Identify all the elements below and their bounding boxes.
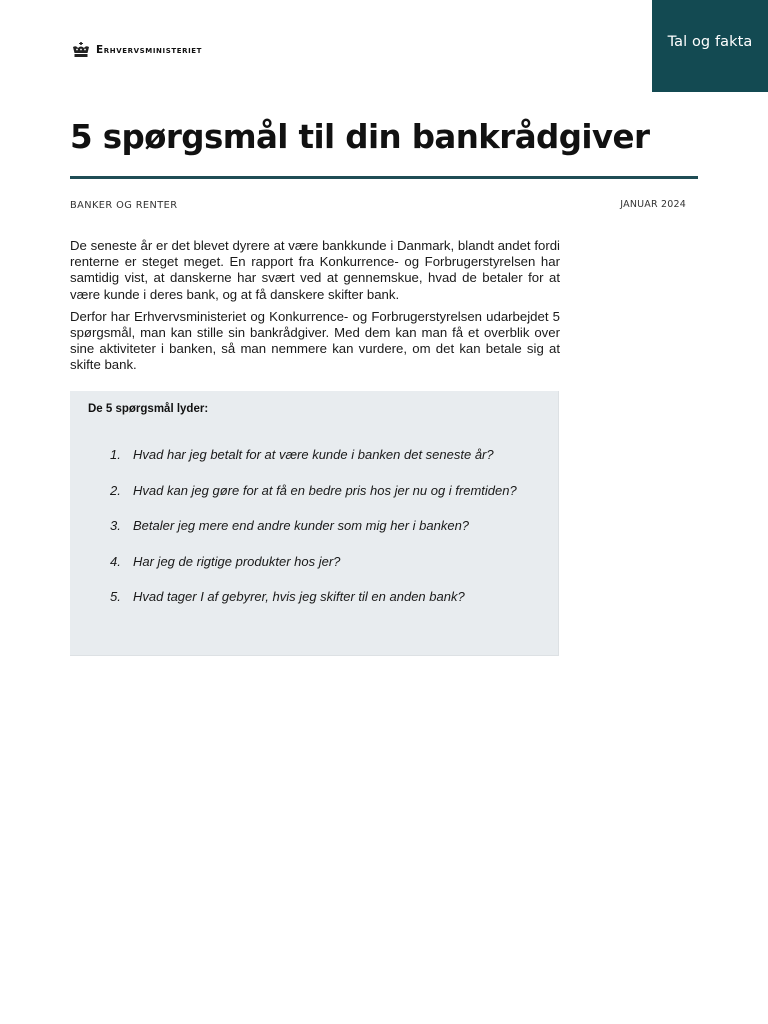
questions-heading: De 5 spørgsmål lyder: [88, 403, 209, 415]
crown-icon [72, 42, 90, 58]
intro-paragraph: De seneste år er det blevet dyrere at være bankkunde i Danmark, blandt andet fordi renterne er steget meget. En rapport fra Konkurrence- og Forbrugerstyrelsen har samtidig vist, at danskerne har svært ved at gennemskue, hvad de betaler for at være kunde i deres bank, og at få danskere skifter bank. [70, 238, 560, 302]
ministry-logo [72, 42, 202, 58]
intro-paragraph: Derfor har Erhvervsministeriet og Konkurrence- og Forbrugerstyrelsen udarbejdet 5 spørgsmål, man kan stille sin bankrådgiver. Med dem kan man få et overblik over sine aktiviteter i banken, så man nemmere kan vurdere, om det kan betale sig at skifte bank. [70, 308, 560, 373]
questions-list [110, 447, 517, 625]
intro-text [70, 238, 560, 380]
question-number: 4. [110, 553, 121, 569]
question-text: Har jeg de rigtige produkter hos jer? [133, 553, 341, 569]
question-number: 5. [110, 589, 121, 604]
question-text: Hvad tager I af gebyrer, hvis jeg skifter til en anden bank? [133, 589, 465, 604]
publication-date: JANUAR 2024 [620, 199, 686, 210]
question-number: 1. [110, 447, 121, 462]
question-text: Hvad har jeg betalt for at være kunde i banken det seneste år? [133, 447, 494, 462]
ministry-name: Erhvervsministeriet [96, 44, 203, 56]
question-number: 2. [110, 482, 121, 498]
question-item [110, 518, 517, 554]
category-label: BANKER OG RENTER [70, 200, 178, 211]
section-tag-block [652, 0, 768, 92]
question-item [110, 589, 517, 625]
question-number: 3. [110, 518, 121, 533]
question-text: Hvad kan jeg gøre for at få en bedre pris hos jer nu og i fremtiden? [133, 482, 517, 498]
question-item [110, 447, 517, 483]
page-title: 5 spørgsmål til din bankrådgiver [70, 118, 650, 156]
questions-box [70, 391, 559, 656]
title-divider [70, 176, 698, 179]
question-text: Betaler jeg mere end andre kunder som mig her i banken? [133, 518, 470, 533]
section-tag-label: Tal og fakta [667, 34, 753, 50]
question-item [110, 554, 517, 590]
question-item [110, 483, 517, 519]
